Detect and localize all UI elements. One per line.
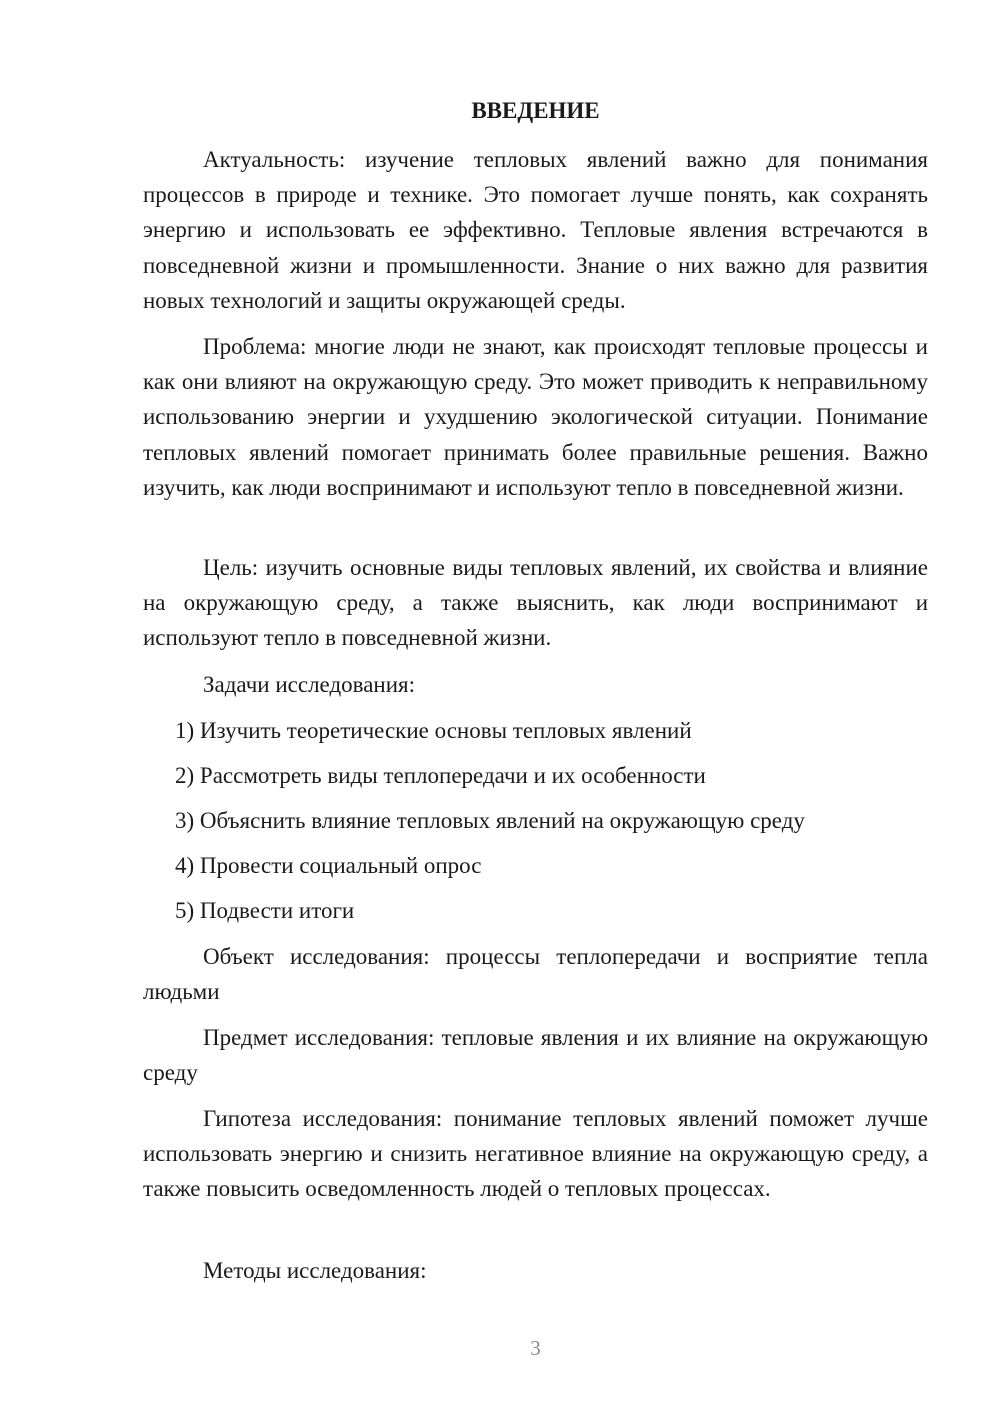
task-item-4: 4) Провести социальный опрос	[175, 853, 482, 878]
methods-title: Методы исследования:	[203, 1258, 427, 1283]
task-item-1: 1) Изучить теоретические основы тепловых явлений	[175, 718, 692, 743]
paragraph-goal: Цель: изучить основные виды тепловых явлений, их свойства и влияние на окружающую среду, а также выяснить, как люди воспринимают и используют тепло в повседневной жизни.	[143, 555, 928, 651]
tasks-title: Задачи исследования:	[203, 672, 416, 697]
task-item-3: 3) Объяснить влияние тепловых явлений на окружающую среду	[175, 808, 805, 833]
task-item-5: 5) Подвести итоги	[175, 898, 355, 923]
task-item-2: 2) Рассмотреть виды теплопередачи и их особенности	[175, 763, 706, 788]
paragraph-hypothesis: Гипотеза исследования: понимание тепловых явлений поможет лучше использовать энергию и снизить негативное влияние на окружающую среду, а также повысить осведомленность людей о тепловых процессах.	[143, 1106, 928, 1202]
page-number: 3	[530, 1336, 541, 1360]
section-heading: ВВЕДЕНИЕ	[471, 98, 600, 123]
paragraph-object: Объект исследования: процессы теплопередачи и восприятие тепла людьми	[143, 944, 928, 1005]
paragraph-relevance: Актуальность: изучение тепловых явлений важно для понимания процессов в природе и технике. Это помогает лучше понять, как сохранять энергию и использовать ее эффективно. Тепловые явления встречаются в повседневной жизни и промышленности. Знание о них важно для развития новых технологий и защиты окружающей среды.	[143, 147, 928, 313]
paragraph-subject: Предмет исследования: тепловые явления и их влияние на окружающую среду	[143, 1025, 928, 1086]
paragraph-problem: Проблема: многие люди не знают, как происходят тепловые процессы и как они влияют на окружающую среду. Это может приводить к неправильному использованию энергии и ухудшению экологической ситуации. Понимание тепловых явлений помогает принимать более правильные решения. Важно изучить, как люди воспринимают и используют тепло в повседневной жизни.	[143, 334, 928, 500]
